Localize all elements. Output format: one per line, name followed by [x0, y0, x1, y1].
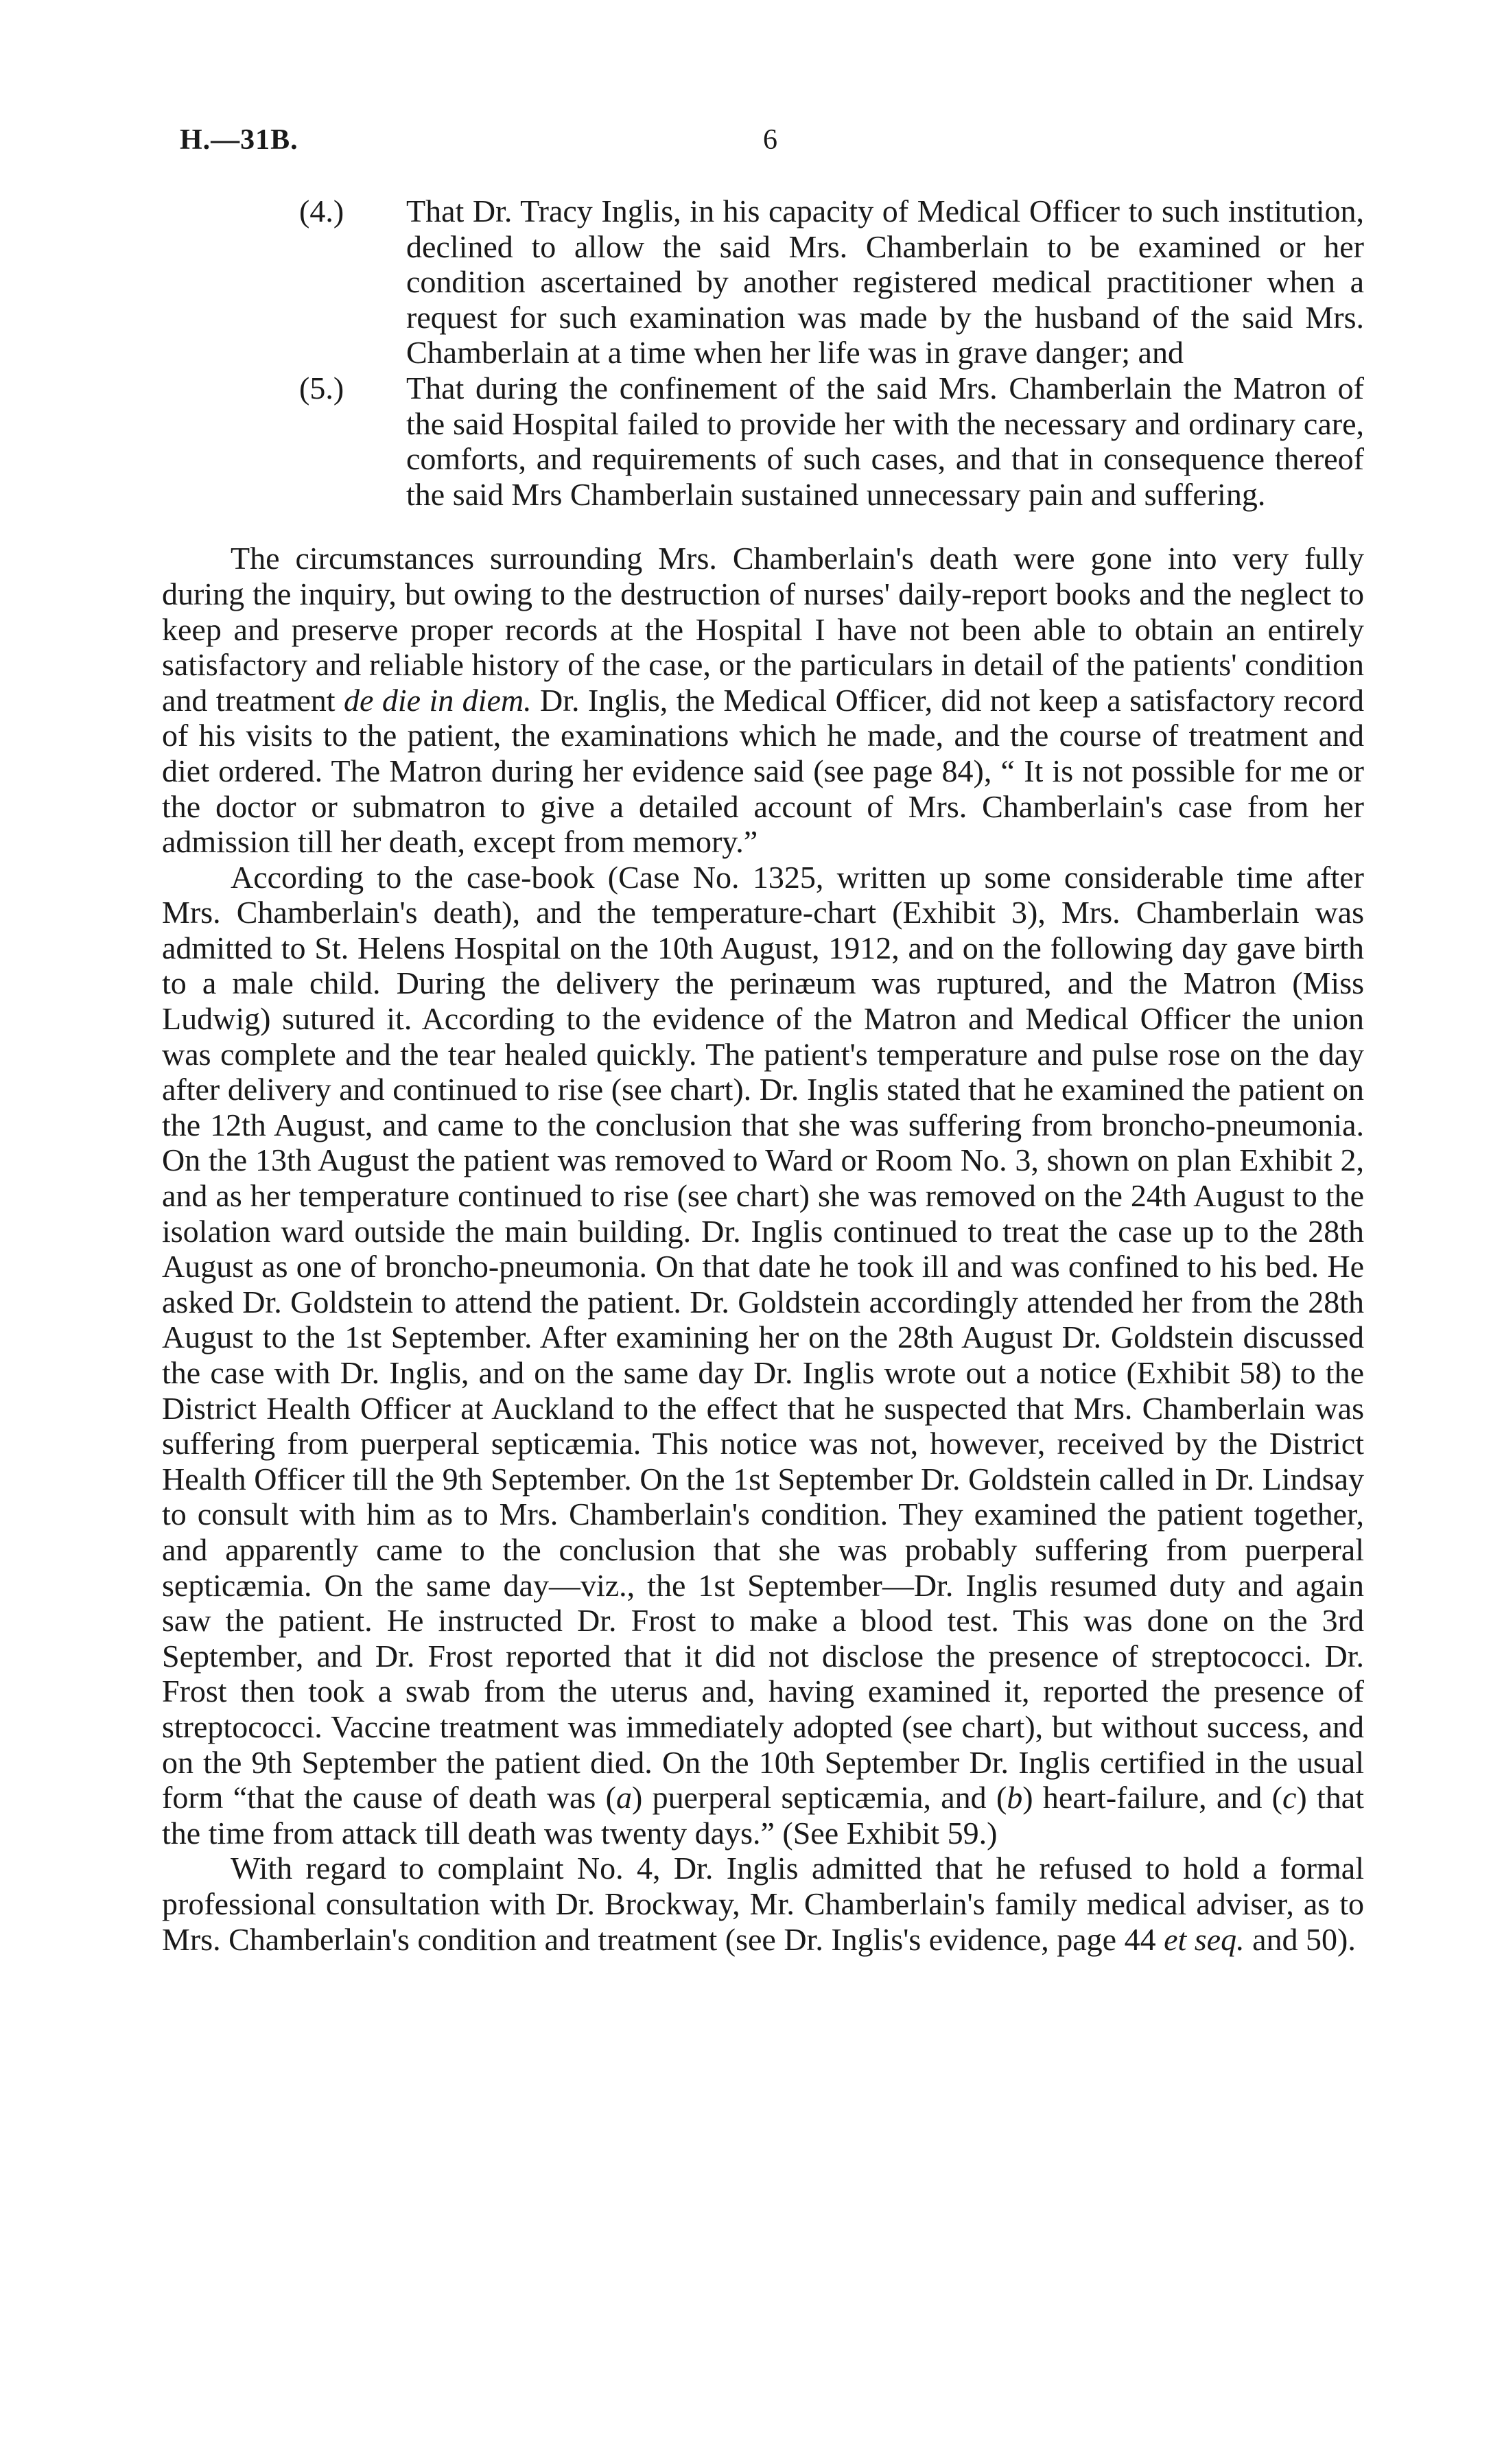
paragraph-circumstances	[162, 541, 1364, 859]
complaint-text: That Dr. Tracy Inglis, in his capacity of Medical Officer to such institution, declined to allow the said Mrs. Chamberlain to be examined or her condition ascertained by another registered medical practitioner when a request for such examination was made by the husband of the said Mrs. Chamberlain at a time when her life was in grave danger; and	[406, 193, 1364, 371]
page-header	[180, 124, 1360, 165]
complaint-item	[162, 371, 1364, 512]
page-number: 6	[763, 124, 777, 156]
complaint-number: (4.)	[299, 193, 344, 228]
latin-phrase: et seq.	[1164, 1921, 1245, 1957]
paragraph-text: and 50).	[1244, 1921, 1356, 1957]
paragraph-text: Dr. Inglis, the Medical Officer, did not keep a satisfactory record of his visits to the patient, the examinations which he made, and the course of treatment and diet ordered. The Matron during her evidence said (see page 84), “ It is not possible for me or the doctor or submatron to give a detailed account of Mrs. Chamberlain's case from her admission till her death, except from memory.”	[162, 682, 1365, 860]
paragraph-text: With regard to complaint No. 4, Dr. Inglis admitted that he refused to hold a formal professional consultation with Dr. Brockway, Mr. Chamberlain's family medical adviser, as to Mrs. Chamberlain's condition and treatment (see Dr. Inglis's evidence, page 44	[162, 1851, 1364, 1957]
item-letter: c	[1282, 1780, 1297, 1816]
paragraph-spacer	[162, 512, 1364, 541]
complaint-item	[162, 193, 1364, 371]
paragraph-text: ) heart-failure, and (	[1022, 1780, 1282, 1816]
item-letter: a	[615, 1780, 632, 1816]
paragraph-text: ) puerperal septicæmia, and (	[631, 1780, 1007, 1816]
complaint-text: That during the confinement of the said Mrs. Chamberlain the Matron of the said Hospital failed to provide her with the necessary and ordinary care, comforts, and requirements of such cases, and that in consequence thereof the said Mrs Chamberlain sustained unnecessary pain and suffering.	[406, 370, 1364, 512]
paragraph-case-book	[162, 860, 1364, 1851]
complaint-number: (5.)	[299, 370, 344, 406]
document-body	[162, 193, 1364, 1957]
paragraph-text: According to the case-book (Case No. 1325, written up some considerable time after Mrs. Chamberlain's death), and the temperature-chart (Exhibit 3), Mrs. Chamberlain was admitted to St. Helens Hospital on the 10th August, 1912, and on the following day gave birth to a male child. During the delivery the perinæum was ruptured, and the Matron (Miss Ludwig) sutured it. According to the evidence of the Matron and Medical Officer the union was complete and the tear healed quickly. The patient's temperature and pulse rose on the day after delivery and continued to rise (see chart). Dr. Inglis stated that he examined the patient on the 12th August, and came to the conclusion that she was suffering from broncho-pneumonia. On the 13th August the patient was removed to Ward or Room No. 3, shown on plan Exhibit 2, and as her temperature continued to rise (see chart) she was removed on the 24th August to the isolation ward outside the main building. Dr. Inglis continued to treat the case up to the 28th August as one of broncho-pneumonia. On that date he took ill and was confined to his bed. He asked Dr. Goldstein to attend the patient. Dr. Goldstein accordingly attended her from the 28th August to the 1st September. After examining her on the 28th August Dr. Goldstein discussed the case with Dr. Inglis, and on the same day Dr. Inglis wrote out a notice (Exhibit 58) to the District Health Officer at Auckland to the effect that he suspected that Mrs. Chamberlain was suffering from puerperal septicæmia. This notice was not, however, received by the District Health Officer till the 9th September. On the 1st September Dr. Goldstein called in Dr. Lindsay to consult with him as to Mrs. Chamberlain's condition. They examined the patient together, and apparently came to the conclusion that she was probably suffering from puerperal septicæmia. On the same day—viz., the 1st September—Dr. Inglis resumed duty and again saw the patient. He instructed Dr. Frost to make a blood test. This was done on the 3rd September, and Dr. Frost reported that it did not disclose the presence of streptococci. Dr. Frost then took a swab from the uterus and, having examined it, reported the presence of streptococci. Vaccine treatment was immediately adopted (see chart), but without success, and on the 9th September the patient died. On the 10th September Dr. Inglis certified in the usual form “that the cause of death was (	[162, 859, 1364, 1816]
latin-phrase: de die in diem.	[343, 682, 532, 718]
item-letter: b	[1007, 1780, 1023, 1816]
paragraph-text: ) that the time from attack till death was twenty days.” (See Exhibit 59.)	[162, 1780, 1365, 1851]
paragraph-complaint-four	[162, 1851, 1364, 1957]
paragraph-text: The circumstances surrounding Mrs. Chamberlain's death were gone into very fully during the inquiry, but owing to the destruction of nurses' daily-report books and the neglect to keep and preserve proper records at the Hospital I have not been able to obtain an entirely satisfactory and reliable history of the case, or the particulars in detail of the patients' condition and treatment	[162, 541, 1364, 718]
document-reference: H.—31B.	[180, 124, 298, 156]
